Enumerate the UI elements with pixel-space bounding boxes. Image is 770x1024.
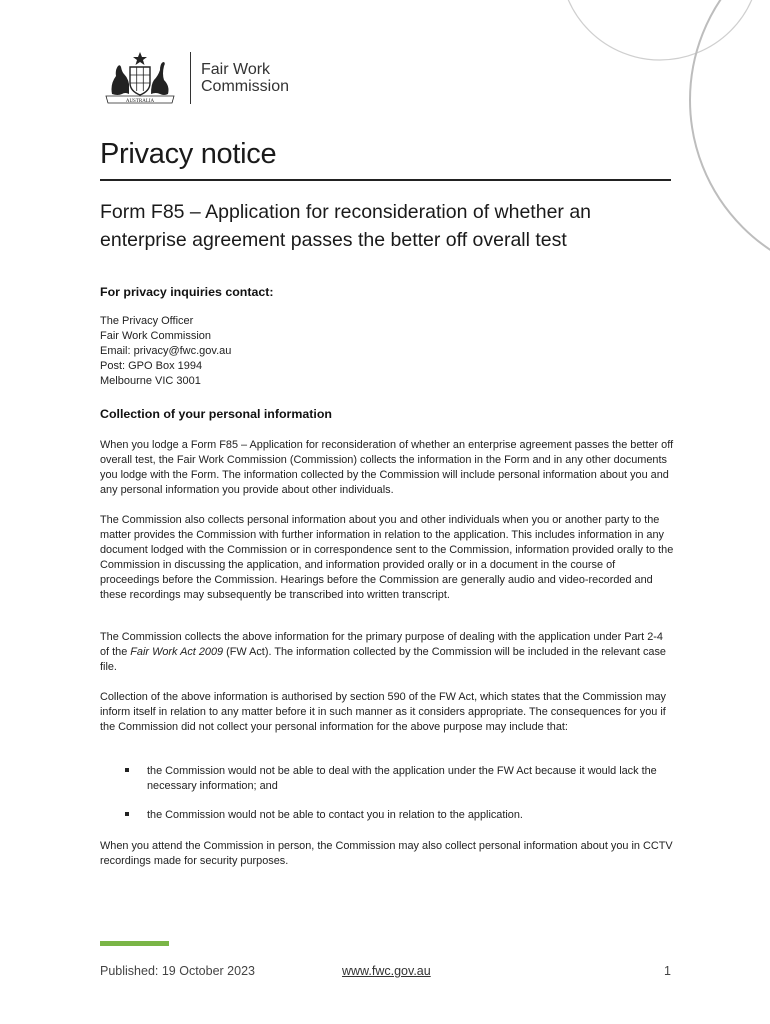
list-item bbox=[100, 764, 675, 794]
page-footer bbox=[100, 964, 671, 982]
org-name-line1: Fair Work bbox=[201, 61, 271, 78]
list-item bbox=[100, 808, 675, 823]
published-date: Published: 19 October 2023 bbox=[100, 964, 255, 978]
contact-details bbox=[100, 314, 231, 389]
collection-paragraph-5: When you attend the Commission in person, the Commission may also collect personal information about you in CCTV recordings made for security purposes. bbox=[100, 840, 673, 867]
act-title: Fair Work Act 2009 bbox=[130, 646, 224, 658]
collection-heading: Collection of your personal information bbox=[100, 407, 332, 421]
para3-text-start: The Commission collects the above information for the primary purpose of dealing with the application under Part 2-4 of the bbox=[100, 631, 663, 658]
list-item-text: the Commission would not be able to deal with the application under the FW Act because it would lack the necessary information; and bbox=[147, 765, 657, 792]
contact-email: Email: privacy@fwc.gov.au bbox=[100, 345, 232, 357]
contact-line: Fair Work Commission bbox=[100, 330, 212, 342]
list-item-text: the Commission would not be able to contact you in relation to the application. bbox=[147, 809, 523, 821]
consequences-list bbox=[100, 764, 675, 837]
bullet-icon bbox=[125, 812, 129, 816]
title-rule bbox=[100, 179, 671, 181]
crest-banner-text: AUSTRALIA bbox=[125, 98, 155, 104]
collection-paragraph-2: The Commission also collects personal information about you and other individuals when you or another party to the matter provides the Commission with further information in relation to the application. This includes information in any document lodged with the Commission or in correspondence sent to the Commission, information provided orally to the Commission in discussing the application, and information provided orally or in a document in the course of proceedings before the Commission. Hearings before the Commission are generally audio and video-recorded and these recordings may subsequently be transcribed into written transcript. bbox=[100, 514, 674, 601]
collection-paragraph-1: When you lodge a Form F85 – Application for reconsideration of whether an enterprise agreement passes the better off overall test, the Fair Work Commission (Commission) collects the information in the Form and in any other documents you lodge with the Form. The information collected by the Commission will include personal information about you and any personal information you provide about other individuals. bbox=[100, 439, 674, 496]
collection-paragraph-4: Collection of the above information is authorised by section 590 of the FW Act, which states that the Commission may inform itself in relation to any matter before it in such manner as it considers appropriate. The consequences for you if the Commission did not collect your personal information for the above purpose may include that: bbox=[100, 691, 666, 733]
contact-line: The Privacy Officer bbox=[100, 315, 194, 327]
org-name-line2: Commission bbox=[201, 78, 290, 95]
para3-text-end: (FW Act). The information collected by the Commission will be included in the relevant case file. bbox=[100, 646, 666, 673]
collection-paragraph-3 bbox=[100, 630, 675, 675]
fwc-logo bbox=[100, 50, 289, 106]
footer-accent-bar bbox=[100, 941, 169, 946]
page-number: 1 bbox=[664, 964, 671, 978]
organisation-name bbox=[201, 61, 289, 95]
page-title: Privacy notice bbox=[100, 138, 277, 170]
contact-post: Post: GPO Box 1994 bbox=[100, 360, 203, 372]
coat-of-arms-icon bbox=[100, 50, 180, 106]
website-link[interactable]: www.fwc.gov.au bbox=[342, 964, 431, 978]
logo-divider bbox=[190, 52, 191, 104]
contact-line: Melbourne VIC 3001 bbox=[100, 375, 201, 387]
bullet-icon bbox=[125, 768, 129, 772]
contact-heading: For privacy inquiries contact: bbox=[100, 285, 274, 299]
form-subtitle: Form F85 – Application for reconsideration of whether an enterprise agreement passes the better off overall test bbox=[100, 201, 592, 251]
